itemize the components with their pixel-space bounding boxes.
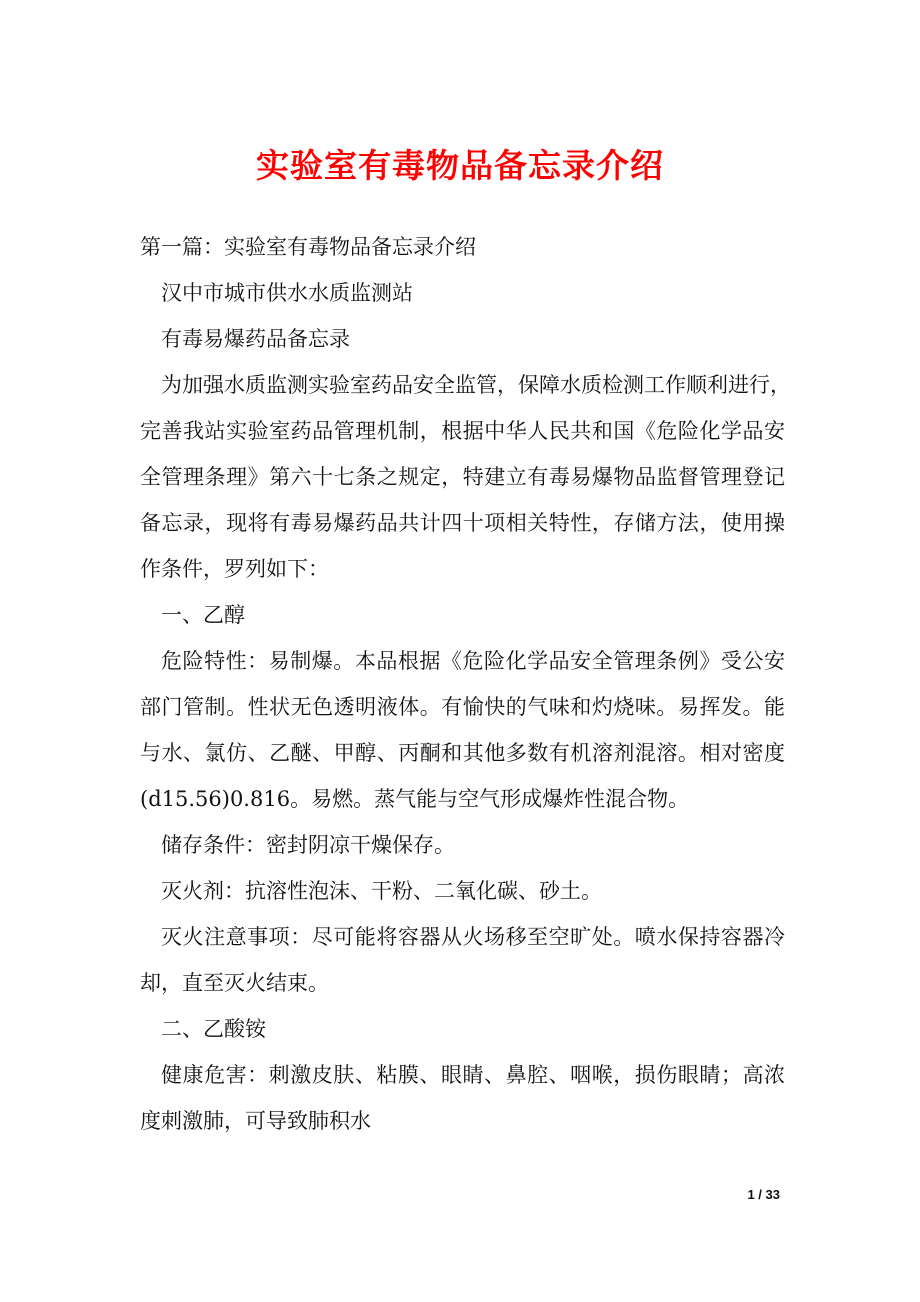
chapter-heading: 第一篇：实验室有毒物品备忘录介绍 (140, 235, 476, 259)
paragraph-line: 为加强水质监测实验室药品安全监管，保障水质检测工作顺利进行， (161, 373, 791, 397)
memo-title: 有毒易爆药品备忘录 (161, 327, 350, 351)
paragraph-line: 备忘录，现将有毒易爆药品共计四十项相关特性，存储方法，使用操 (140, 511, 785, 535)
section-heading: 一、乙醇 (161, 603, 245, 627)
paragraph-line: 作条件，罗列如下： (140, 557, 329, 581)
paragraph-line: 与水、氯仿、乙醚、甲醇、丙酮和其他多数有机溶剂混溶。相对密度 (140, 741, 785, 765)
paragraph-line: 完善我站实验室药品管理机制，根据中华人民共和国《危险化学品安 (140, 419, 785, 443)
paragraph-line: 灭火注意事项：尽可能将容器从火场移至空旷处。喷水保持容器冷 (161, 925, 785, 949)
document-title: 实验室有毒物品备忘录介绍 (256, 146, 664, 185)
paragraph-line: 灭火剂：抗溶性泡沫、干粉、二氧化碳、砂土。 (161, 879, 602, 903)
paragraph-line: 全管理条理》第六十七条之规定，特建立有毒易爆物品监督管理登记 (140, 465, 785, 489)
page-number: 1 / 33 (747, 1187, 780, 1202)
paragraph-line: 却，直至灭火结束。 (140, 971, 329, 995)
organization-name: 汉中市城市供水水质监测站 (161, 281, 413, 305)
paragraph-line: 危险特性：易制爆。本品根据《危险化学品安全管理条例》受公安 (161, 649, 785, 673)
paragraph-line: 度刺激肺，可导致肺积水 (140, 1109, 371, 1133)
document-body (140, 224, 791, 1144)
paragraph-line: 部门管制。性状无色透明液体。有愉快的气味和灼烧味。易挥发。能 (140, 695, 785, 719)
paragraph-line: (d15.56)0.816。易燃。蒸气能与空气形成爆炸性混合物。 (140, 787, 690, 811)
paragraph-line: 储存条件：密封阴凉干燥保存。 (161, 833, 455, 857)
section-heading: 二、乙酸铵 (161, 1017, 266, 1041)
paragraph-line: 健康危害：刺激皮肤、粘膜、眼睛、鼻腔、咽喉，损伤眼睛；高浓 (161, 1063, 785, 1087)
